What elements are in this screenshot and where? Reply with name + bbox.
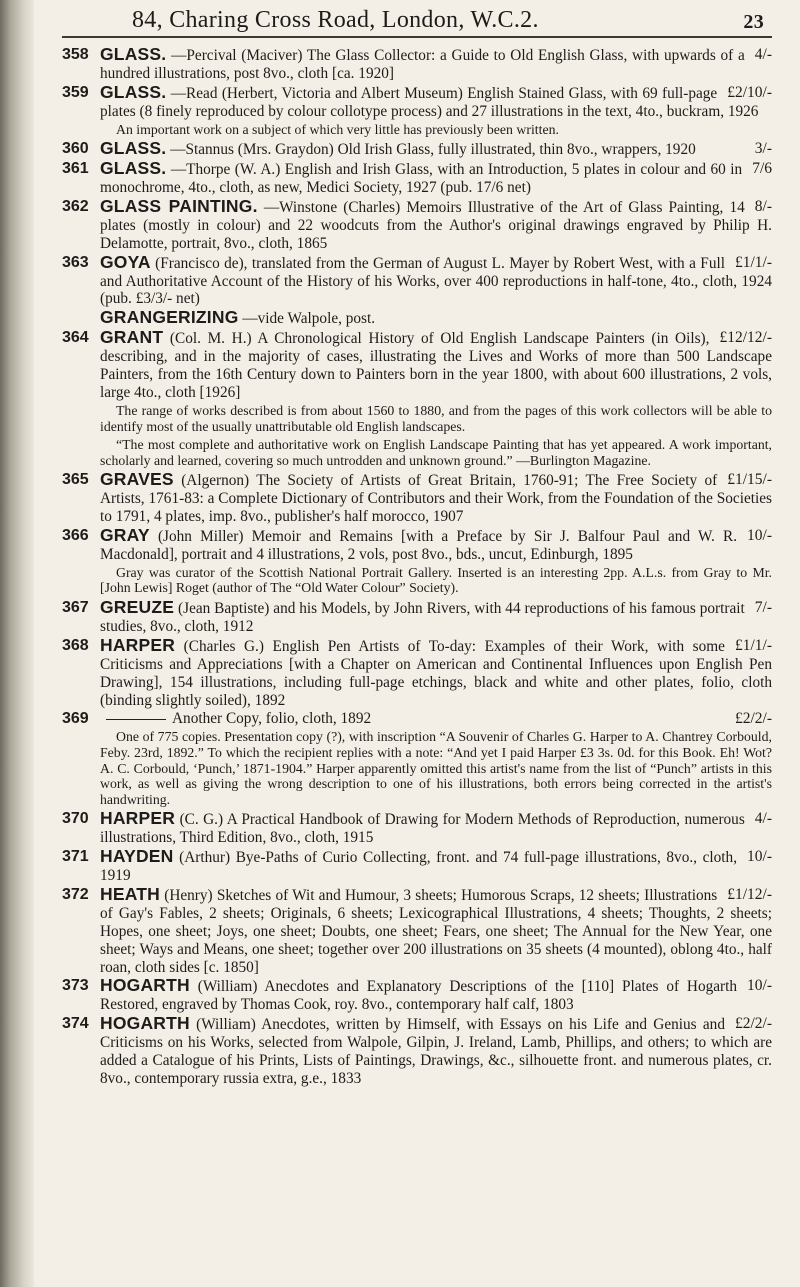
catalogue-entry <box>62 46 772 83</box>
entry-heading: GLASS. <box>100 81 167 102</box>
entry-price: £12/12/- <box>719 329 772 347</box>
entry-number: 360 <box>62 140 89 158</box>
entry-note: The range of works described is from about 1560 to 1880, and from the pages of this work collectors will be able to identify most of the usually unattributable old English landscapes. <box>100 402 772 434</box>
entry-price: £1/15/- <box>727 471 772 489</box>
entry-number: 374 <box>62 1015 89 1033</box>
entry-description: —Read (Herbert, Victoria and Albert Museum) English Stained Glass, with 69 full-page plates (8 finely reproduced by colour collotype process) and 27 illustrations in the text, 4to., buckram, 1926 <box>100 84 759 120</box>
catalogue-entry <box>62 634 772 710</box>
entry-number: 368 <box>62 636 89 654</box>
entry-price: 7/6 <box>752 160 772 178</box>
entry-price: £1/12/- <box>727 885 772 903</box>
entry-number: 366 <box>62 527 89 544</box>
catalogue-entry <box>62 848 772 885</box>
catalogue-entry <box>62 471 772 526</box>
catalogue-entry <box>62 977 772 1014</box>
entry-heading: GOYA <box>100 251 151 272</box>
entry-price: 4/- <box>754 46 772 63</box>
entry-number: 364 <box>62 329 89 347</box>
entry-number: 365 <box>62 471 89 489</box>
catalogue-entry <box>62 810 772 847</box>
entry-description: (Arthur) Bye-Paths of Curio Collecting, front. and 74 full-page illustrations, 8vo., cloth, 1919 <box>100 849 738 885</box>
page-number: 23 <box>743 11 764 33</box>
entry-description: (Charles G.) English Pen Artists of To-day: Examples of their Work, with some Criticisms and Appreciations [with a Chapter on American and Continental Influences upon English Pen Drawing], 154 illustrations, including full-page etchings, black and white and other plates, folio, cloth (binding slightly soiled), 1892 <box>100 637 772 709</box>
catalogue-entry <box>62 527 772 564</box>
entry-heading: HOGARTH <box>100 1013 190 1034</box>
entry-description: —Percival (Maciver) The Glass Collector: a Guide to Old English Glass, with upwards of a hundred illustrations, post 8vo., cloth [ca. 1920] <box>100 47 745 82</box>
entry-description: (Jean Baptiste) and his Models, by John Rivers, with 44 reproductions of his famous portrait studies, 8vo., cloth, 1912 <box>100 600 745 635</box>
entry-heading: GRANT <box>100 327 164 348</box>
entry-heading: HOGARTH <box>100 975 190 996</box>
entry-heading: HAYDEN <box>100 846 174 867</box>
entry-heading: GRAVES <box>100 469 174 490</box>
entry-description: (William) Anecdotes and Explanatory Descriptions of the [110] Plates of Hogarth Restored, engraved by Thomas Cook, roy. 8vo., contemporary half calf, 1803 <box>100 978 738 1014</box>
entry-number: 373 <box>62 977 89 995</box>
page-header <box>62 0 772 38</box>
catalogue-entry <box>62 309 772 328</box>
entry-heading: GLASS. <box>100 44 167 64</box>
entry-description: (John Miller) Memoir and Remains [with a Preface by Sir J. Balfour Paul and W. R. Macdonald], portrait and 4 illustrations, 2 vols, post 8vo., bds., uncut, Edinburgh, 1895 <box>100 528 738 563</box>
catalogue-page <box>40 0 782 1287</box>
entry-price: 4/- <box>754 810 772 828</box>
catalogue-entry <box>62 160 772 197</box>
entry-number: 362 <box>62 197 89 215</box>
entry-description: (Col. M. H.) A Chronological History of Old English Landscape Painters (in Oils), describing, and in the majority of cases, illustrating the Lives and Works of more than 500 Landscape Painters, from the 16th Century down to Painters born in the year 1800, with about 600 illustrations, 2 vols, large 4to., cloth [1926] <box>100 330 772 401</box>
entry-price: 7/- <box>754 599 772 616</box>
ditto-rule <box>106 719 166 720</box>
entry-price: £2/2/- <box>734 710 772 728</box>
entry-heading: HARPER <box>100 808 176 829</box>
catalogue-entries <box>62 46 772 1088</box>
entry-description: Another Copy, folio, cloth, 1892 <box>172 710 372 728</box>
entry-price: £1/1/- <box>734 636 772 654</box>
entry-heading: GREUZE <box>100 597 175 617</box>
entry-price: £2/10/- <box>727 83 772 101</box>
book-spine-shadow <box>0 0 34 1287</box>
entry-description: (William) Anecdotes, written by Himself, with Essays on his Life and Genius and Criticisms on his Works, selected from Walpole, Gilpin, J. Ireland, Lamb, Phillips, and others; to which are added a Catalogue of his Prints, Lists of Paintings, Drawings, &c., silhouette front. and numerous plates, cr. 8vo., contemporary russia extra, g.e., 1833 <box>100 1016 772 1087</box>
entry-price: £1/1/- <box>734 253 772 271</box>
catalogue-entry <box>62 883 772 977</box>
entry-heading: HEATH <box>100 883 160 904</box>
entry-number: 370 <box>62 810 89 828</box>
entry-heading: GLASS PAINTING. <box>100 195 258 216</box>
entry-heading: GRANGERIZING <box>100 307 239 328</box>
catalogue-entry <box>62 81 772 121</box>
entry-heading: HARPER <box>100 634 176 655</box>
catalogue-entry <box>62 329 772 402</box>
entry-description: (Francisco de), translated from the German of August L. Mayer by Robert West, with a Full and Authoritative Account of the History of his Works, over 400 reproductions in half-tone, 4to., cloth, 1924 (pub. £3/3/- net) <box>100 254 772 308</box>
entry-description: (Henry) Sketches of Wit and Humour, 3 sheets; Humorous Scraps, 12 sheets; Illustrations of Gay's Fables, 2 sheets; Originals, 6 sheets; Lexicographical Illustrations, 4 sheets; Thoughts, 2 sheets; Hopes, one sheet; Joys, one sheet; Doubts, one sheet; Fears, one sheet; The Annual for the New Year, one sheet; Ways and Means, one sheet; together over 200 illustrations on 35 sheets (4 mounted), oblong 4to., half roan, cloth sides [c. 1850] <box>100 886 772 976</box>
entry-number: 358 <box>62 46 89 63</box>
entry-note: One of 775 copies. Presentation copy (?), with inscription “A Souvenir of Charles G. Harper to A. Chantrey Corbould, Feby. 23rd, 1892.” To which the recipient replies with a note: “And yet I paid Harper £3 3s. 0d. for this Book. Eh! Wot? A. C. Corbould, ‘Punch,’ 1871-1904.” Harper apparently omitted this artist's name from the list of “Punch” artists in this work, as well as giving the wrong description to one of his illustrations, both errors being corrected in the artist's handwriting. <box>100 729 772 807</box>
entry-description: —Stannus (Mrs. Graydon) Old Irish Glass, fully illustrated, thin 8vo., wrappers, 1920 <box>170 141 696 159</box>
entry-heading: GLASS. <box>100 158 167 179</box>
page-title: 84, Charing Cross Road, London, W.C.2. <box>132 7 539 33</box>
catalogue-entry <box>62 1015 772 1088</box>
entry-number: 367 <box>62 599 89 616</box>
entry-price: 10/- <box>747 527 772 544</box>
entry-heading: GRAY <box>100 525 150 545</box>
catalogue-entry <box>62 140 772 159</box>
entry-price: 8/- <box>754 197 772 215</box>
entry-note: “The most complete and authoritative work on English Landscape Painting that has yet appeared. A work important, scholarly and learned, covering so much untrodden and unknown ground.” —Burlington Magazine. <box>100 437 772 468</box>
entry-price: 10/- <box>747 848 772 866</box>
entry-description: —Thorpe (W. A.) English and Irish Glass, with an Introduction, 5 plates in colour and 60 in monochrome, 4to., cloth, as new, Medici Society, 1927 (pub. 17/6 net) <box>100 161 743 197</box>
entry-note: Gray was curator of the Scottish National Portrait Gallery. Inserted is an interesting 2pp. A.L.s. from Gray to Mr. [John Lewis] Roget (author of The “Old Water Colour” Society). <box>100 564 772 596</box>
entry-number: 372 <box>62 885 89 903</box>
entry-description: —vide Walpole, post. <box>242 310 376 328</box>
entry-description: —Winstone (Charles) Memoirs Illustrative of the Art of Glass Painting, 14 plates (mostly in colour) and 22 woodcuts from the Author's original drawings engraved by Philip H. Delamotte, portrait, 8vo., cloth, 1865 <box>100 198 772 252</box>
entry-note: An important work on a subject of which very little has previously been written. <box>116 121 559 137</box>
entry-number: 371 <box>62 848 89 866</box>
entry-number: 359 <box>62 83 89 101</box>
catalogue-entry <box>62 710 772 728</box>
entry-number: 363 <box>62 253 89 271</box>
entry-number: 369 <box>62 710 89 728</box>
entry-price: 10/- <box>747 977 772 995</box>
entry-heading: GLASS. <box>100 138 167 159</box>
catalogue-entry <box>62 251 772 309</box>
catalogue-entry <box>62 195 772 253</box>
entry-number: 361 <box>62 160 89 178</box>
catalogue-entry <box>62 599 772 636</box>
entry-price: 3/- <box>754 140 772 158</box>
entry-description: (C. G.) A Practical Handbook of Drawing for Modern Methods of Reproduction, numerous illustrations, Third Edition, 8vo., cloth, 1915 <box>100 811 745 847</box>
entry-description: (Algernon) The Society of Artists of Great Britain, 1760-91; The Free Society of Artists, 1761-83: a Complete Dictionary of Contributors and their Work, from the Foundation of the Societies to 1791, 4 plates, imp. 8vo., publisher's half morocco, 1907 <box>100 472 772 526</box>
entry-price: £2/2/- <box>734 1015 772 1033</box>
